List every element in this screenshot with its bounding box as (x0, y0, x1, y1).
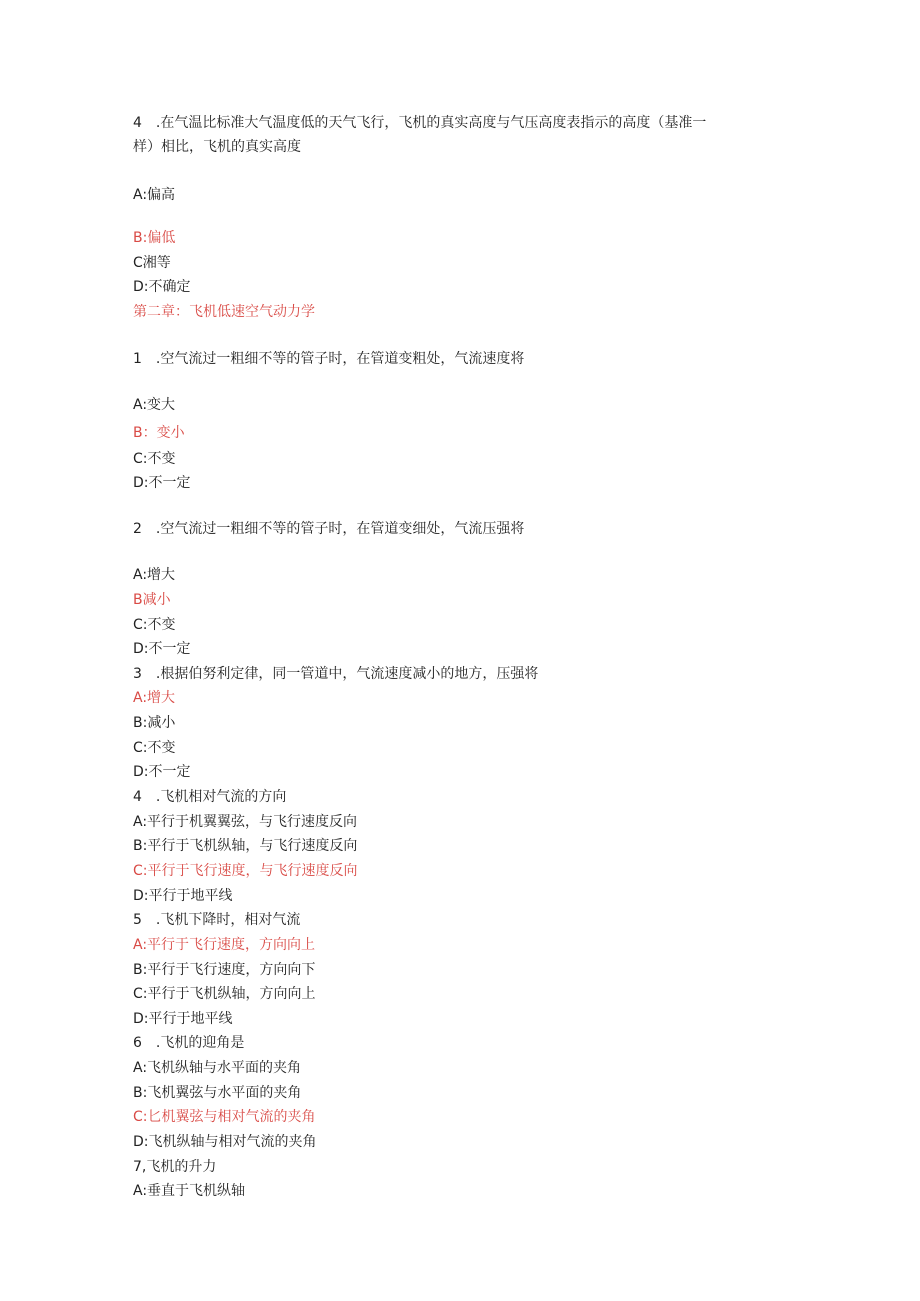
option-a: A:变大 (133, 397, 176, 413)
option-a: A:飞机纵轴与水平面的夹角 (133, 1060, 302, 1076)
option-b-answer: B：变小 (133, 425, 185, 441)
option-a-answer: A:增大 (133, 690, 176, 706)
option-d: D:飞机纵轴与相对气流的夹角 (133, 1134, 317, 1150)
question-4-stem-line-2: 样）相比，飞机的真实高度 (133, 139, 301, 155)
option-b-answer: B:偏低 (133, 230, 176, 246)
option-b: B:飞机翼弦与水平面的夹角 (133, 1085, 302, 1101)
option-c: C湘等 (133, 255, 171, 271)
question-3-stem: 3 .根据伯努利定律，同一管道中，气流速度减小的地方，压强将 (133, 666, 539, 682)
option-b: B:平行于飞行速度，方向向下 (133, 962, 316, 978)
question-7-stem: 7,飞机的升力 (133, 1159, 217, 1175)
chapter-heading: 第二章：飞机低速空气动力学 (133, 304, 315, 320)
option-c-answer: C:平行于飞行速度，与飞行速度反向 (133, 863, 358, 879)
option-a: A:增大 (133, 567, 176, 583)
option-c: C:不变 (133, 451, 176, 467)
option-c-answer: C:匕机翼弦与相对气流的夹角 (133, 1109, 316, 1125)
option-a: A:垂直于飞机纵轴 (133, 1183, 246, 1199)
option-c: C:不变 (133, 617, 176, 633)
option-d: D:不一定 (133, 641, 191, 657)
option-a: A:偏高 (133, 187, 176, 203)
option-b-answer: B减小 (133, 592, 171, 608)
question-1-stem: 1 .空气流过一粗细不等的管子时，在管道变粗处，气流速度将 (133, 351, 525, 367)
option-a-answer: A:平行于飞行速度，方向向上 (133, 937, 316, 953)
option-b: B:减小 (133, 715, 176, 731)
option-c: C:不变 (133, 740, 176, 756)
question-4-stem-line-1: 4 .在气温比标准大气温度低的天气飞行，飞机的真实高度与气压高度表指示的高度（基准一 (133, 115, 707, 131)
option-d: D:不一定 (133, 764, 191, 780)
option-a: A:平行于机翼翼弦，与飞行速度反向 (133, 814, 358, 830)
question-2-stem: 2 .空气流过一粗细不等的管子时，在管道变细处，气流压强将 (133, 521, 525, 537)
option-d: D:平行于地平线 (133, 1011, 233, 1027)
option-c: C:平行于飞机纵轴，方向向上 (133, 986, 316, 1002)
question-5-stem: 5 .飞机下降时，相对气流 (133, 912, 301, 928)
question-4-stem: 4 .飞机相对气流的方向 (133, 789, 287, 805)
option-b: B:平行于飞机纵轴，与飞行速度反向 (133, 838, 358, 854)
question-6-stem: 6 .飞机的迎角是 (133, 1035, 245, 1051)
option-d: D:不一定 (133, 475, 191, 491)
option-d: D:平行于地平线 (133, 888, 233, 904)
option-d: D:不确定 (133, 279, 191, 295)
